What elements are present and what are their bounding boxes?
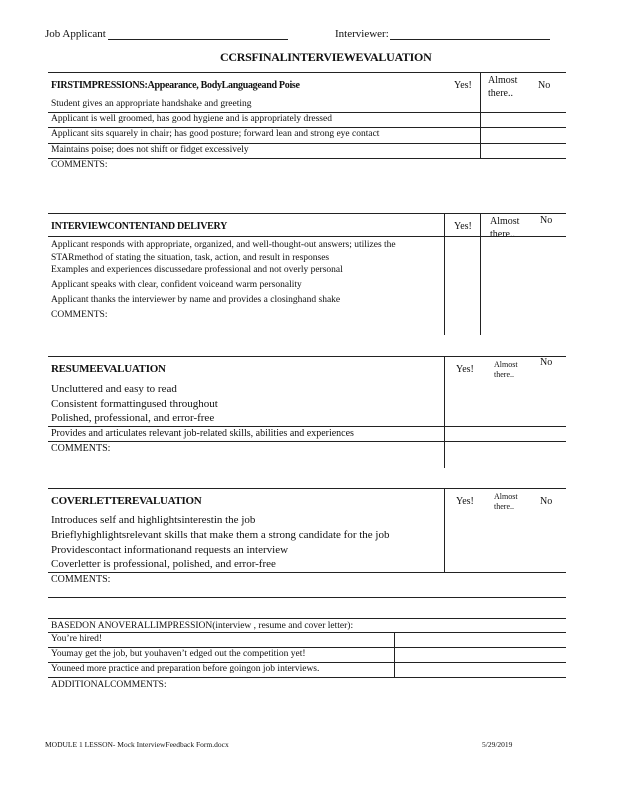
applicant-label: Job Applicant	[45, 28, 106, 40]
comments-label: COMMENTS:	[51, 160, 108, 170]
almost-column-label: Almost there..	[488, 75, 518, 99]
criterion-item: Providescontact informationand requests an interview	[51, 544, 289, 556]
criterion-item: Coverletter is professional, polished, and error-free	[51, 558, 276, 570]
divider	[48, 488, 566, 489]
overall-option: Youmay get the job, but youhaven’t edged out the competition yet!	[51, 649, 306, 659]
no-column-label: No	[538, 80, 551, 91]
overall-option: You’re hired!	[51, 634, 103, 644]
section-heading: FIRSTIMPRESSIONS:Appearance, BodyLanguageand Poise	[51, 80, 300, 91]
divider	[48, 441, 566, 442]
divider	[48, 236, 566, 237]
criterion-item: Uncluttered and easy to read	[51, 383, 177, 395]
column-divider	[444, 356, 445, 468]
divider	[48, 127, 566, 128]
divider	[48, 632, 566, 633]
criterion-item: Applicant responds with appropriate, organized, and well-thought-out answers; utilizes the	[51, 240, 396, 250]
criterion-item: Student gives an appropriate handshake and greeting	[51, 99, 252, 109]
column-divider	[480, 213, 481, 335]
divider	[48, 426, 566, 427]
criterion-item: Applicant is well groomed, has good hygiene and is appropriately dressed	[51, 114, 332, 124]
divider	[48, 618, 566, 619]
yes-column-label: Yes!	[456, 364, 474, 375]
no-column-label: No	[540, 357, 553, 368]
comments-label: COMMENTS:	[51, 443, 111, 454]
almost-column-label: Almost there..	[494, 360, 518, 379]
divider	[48, 662, 566, 663]
no-column-label: No	[540, 496, 553, 507]
column-divider	[480, 72, 481, 159]
criterion-item: Applicant speaks with clear, confident voiceand warm personality	[51, 280, 302, 290]
divider	[48, 677, 566, 678]
footer-filename: MODULE 1 LESSON- Mock InterviewFeedback Form.docx	[45, 740, 229, 749]
yes-column-label: Yes!	[454, 221, 472, 232]
criterion-item: STARmethod of stating the situation, task, action, and result in responses	[51, 253, 330, 263]
almost-column-label: Almost there..	[490, 216, 520, 240]
divider	[48, 72, 566, 73]
additional-comments-label: ADDITIONALCOMMENTS:	[51, 680, 167, 690]
divider	[48, 572, 566, 573]
divider	[48, 143, 566, 144]
interviewer-name-line[interactable]	[390, 39, 550, 40]
criterion-item: Consistent formattingused throughout	[51, 398, 218, 410]
overall-option: Youneed more practice and preparation before goingon job interviews.	[51, 664, 320, 674]
column-divider	[444, 213, 445, 335]
comments-label: COMMENTS:	[51, 310, 108, 320]
divider	[48, 597, 566, 598]
interviewer-label: Interviewer:	[335, 28, 389, 40]
divider	[48, 647, 566, 648]
criterion-item: Examples and experiences discussedare professional and not overly personal	[51, 265, 343, 275]
applicant-name-line[interactable]	[108, 39, 288, 40]
section-heading: INTERVIEWCONTENTAND DELIVERY	[51, 221, 228, 232]
column-divider	[444, 488, 445, 572]
section-heading: COVERLETTEREVALUATION	[51, 495, 202, 507]
column-divider	[394, 632, 395, 677]
criterion-item: Maintains poise; does not shift or fidget excessively	[51, 145, 249, 155]
section-heading: BASEDON ANOVERALLIMPRESSION(interview , resume and cover letter):	[51, 621, 354, 631]
divider	[48, 356, 566, 357]
almost-column-label: Almost there..	[494, 492, 518, 511]
divider	[48, 213, 566, 214]
criterion-item: Introduces self and highlightsinterestin the job	[51, 514, 256, 526]
comments-label: COMMENTS:	[51, 574, 111, 585]
divider	[48, 158, 566, 159]
section-heading: RESUMEEVALUATION	[51, 363, 166, 375]
criterion-item: Polished, professional, and error-free	[51, 412, 215, 424]
no-column-label: No	[540, 215, 553, 226]
criterion-item: Applicant thanks the interviewer by name and provides a closinghand shake	[51, 295, 341, 305]
yes-column-label: Yes!	[454, 80, 472, 91]
criterion-item: Applicant sits squarely in chair; has good posture; forward lean and strong eye contact	[51, 129, 380, 139]
criterion-item: Brieflyhighlightsrelevant skills that make them a strong candidate for the job	[51, 529, 390, 541]
page-title: CCRSFINALINTERVIEWEVALUATION	[220, 50, 432, 64]
yes-column-label: Yes!	[456, 496, 474, 507]
footer-date: 5/29/2019	[482, 740, 513, 749]
divider	[48, 112, 566, 113]
criterion-item: Provides and articulates relevant job-related skills, abilities and experiences	[51, 428, 354, 439]
